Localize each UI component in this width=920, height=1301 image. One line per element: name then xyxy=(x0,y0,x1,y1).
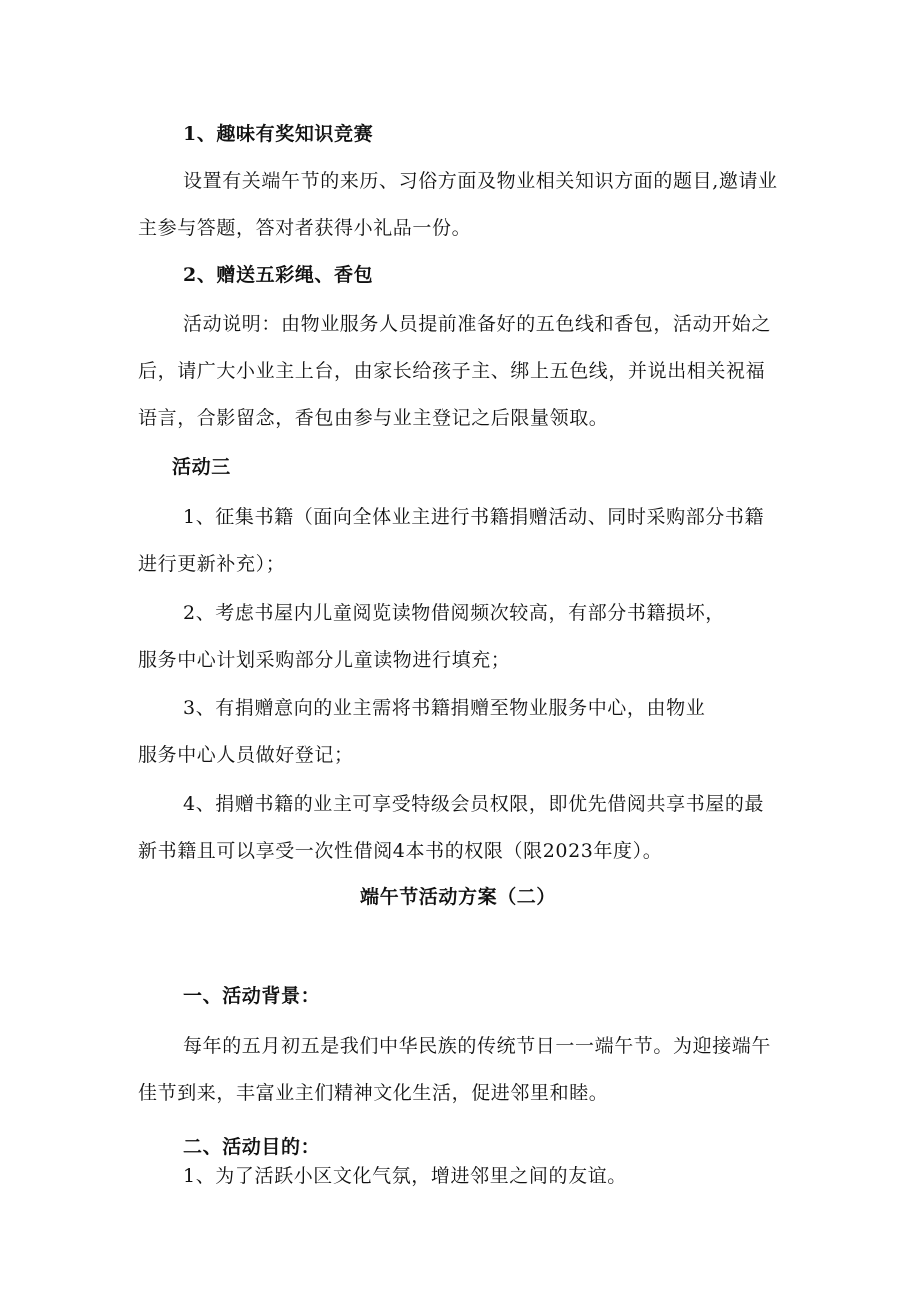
section2-body-line1: 活动说明：由物业服务人员提前准备好的五色线和香包，活动开始之 xyxy=(183,313,772,335)
item4-line1: 4、捐赠书籍的业主可享受特级会员权限，即优先借阅共享书屋的最 xyxy=(183,793,765,815)
item4-line2: 新书籍且可以享受一次性借阅4本书的权限（限2023年度）。 xyxy=(138,840,663,862)
background-line2: 佳节到来，丰富业主们精神文化生活，促进邻里和睦。 xyxy=(138,1082,609,1104)
item2-line2: 服务中心计划采购部分儿童读物进行填充； xyxy=(138,649,511,671)
section2-body-line2: 后，请广大小业主上台，由家长给孩子主、绑上五色线，并说出相关祝福 xyxy=(138,360,766,382)
section1-body-line1: 设置有关端午节的来历、习俗方面及物业相关知识方面的题目,邀请业 xyxy=(183,170,778,192)
purpose-heading: 二、活动目的： xyxy=(183,1136,321,1158)
item3-line1: 3、有捐赠意向的业主需将书籍捐赠至物业服务中心，由物业 xyxy=(183,697,706,719)
plan2-title: 端午节活动方案（二） xyxy=(360,886,557,908)
section1-body-line2: 主参与答题，答对者获得小礼品一份。 xyxy=(138,217,472,239)
item1-line2: 进行更新补充）； xyxy=(138,553,286,575)
item3-line2: 服务中心人员做好登记； xyxy=(138,744,354,766)
purpose-item1: 1、为了活跃小区文化气氛，增进邻里之间的友谊。 xyxy=(183,1165,627,1187)
section1-heading: 1、趣味有奖知识竞赛 xyxy=(183,123,374,145)
background-heading: 一、活动背景： xyxy=(183,985,321,1007)
activity3-heading: 活动三 xyxy=(172,456,231,478)
section2-heading: 2、赠送五彩绳、香包 xyxy=(183,264,374,286)
background-line1: 每年的五月初五是我们中华民族的传统节日一一端午节。为迎接端午 xyxy=(183,1035,772,1057)
item1-line1: 1、征集书籍（面向全体业主进行书籍捐赠活动、同时采购部分书籍 xyxy=(183,506,765,528)
item2-line1: 2、考虑书屋内儿童阅览读物借阅频次较高，有部分书籍损坏， xyxy=(183,602,725,624)
section2-body-line3: 语言，合影留念，香包由参与业主登记之后限量领取。 xyxy=(138,407,609,429)
